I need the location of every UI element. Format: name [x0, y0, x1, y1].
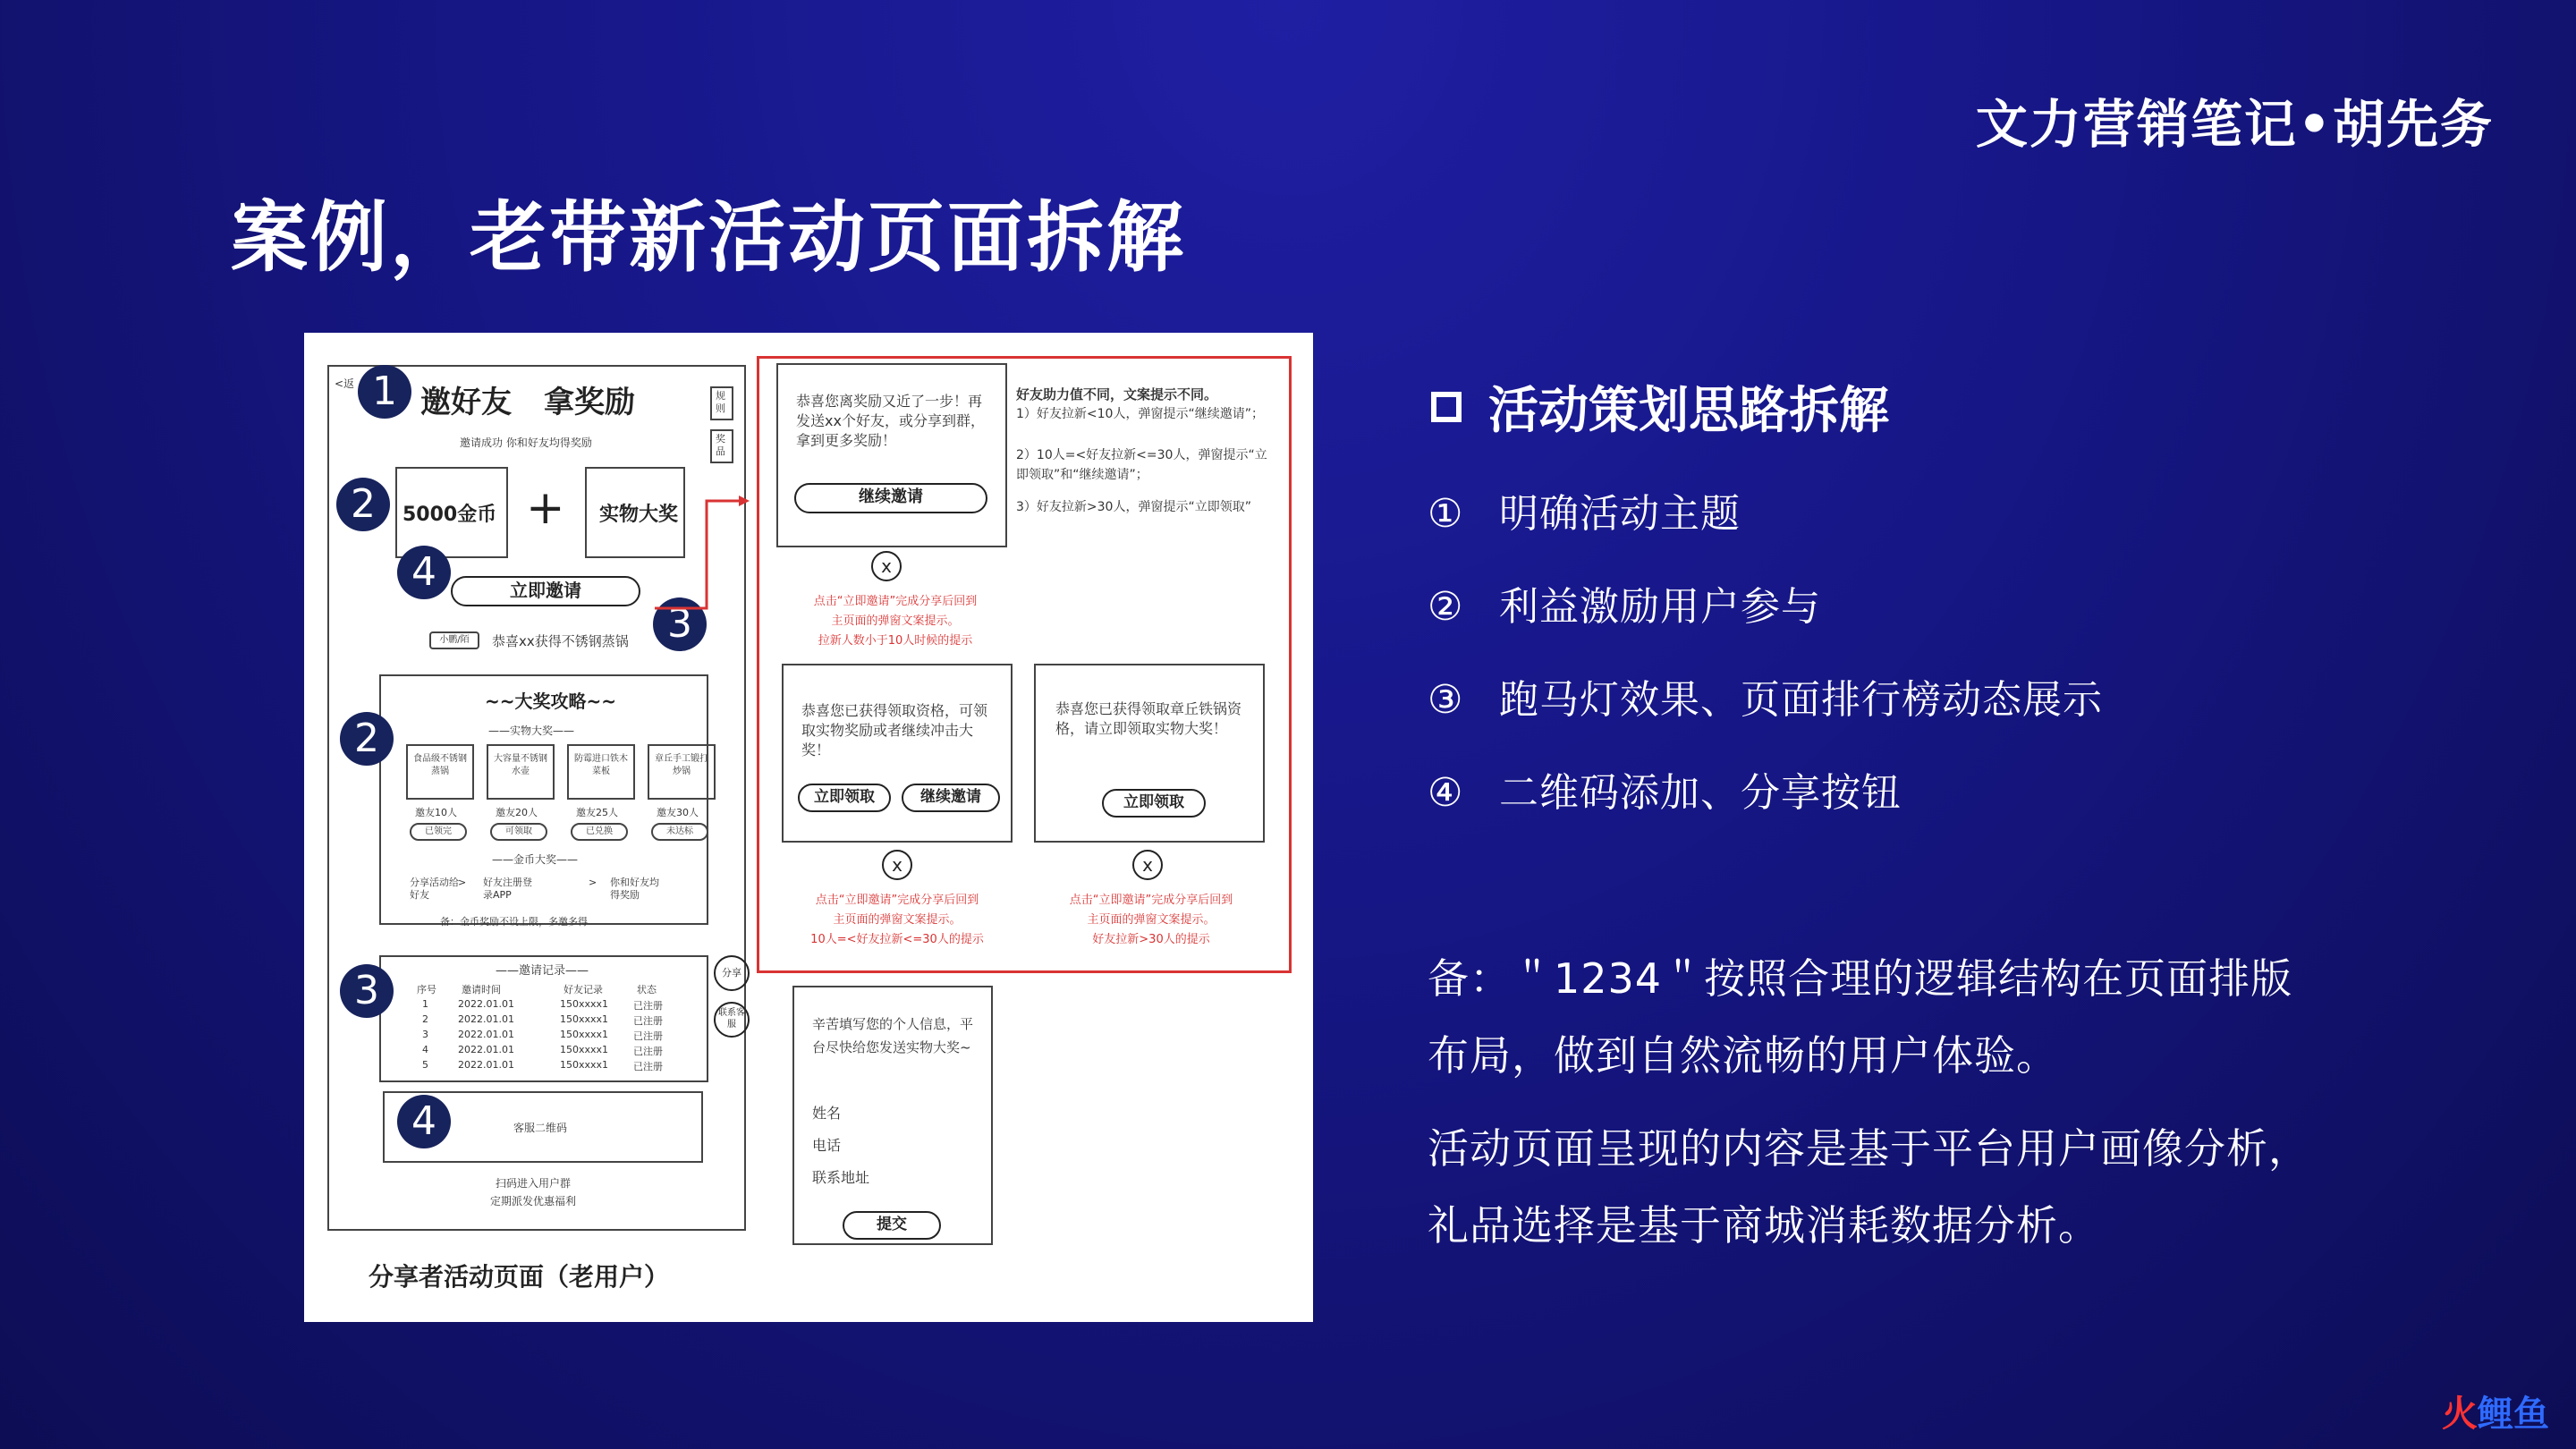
back-link: <返	[335, 377, 355, 390]
records-cell: 150xxxx1	[560, 1059, 609, 1071]
prizes-tab: 奖品	[710, 429, 733, 463]
figure-caption: 分享者活动页面（老用户）	[369, 1262, 670, 1292]
prize-status-badge[interactable]: 未达标	[651, 823, 708, 841]
red-note-1: 点击“立即邀请”完成分享后回到 主页面的弹窗文案提示。 拉新人数小于10人时候的提示	[813, 595, 978, 648]
form-intro: 辛苦填写您的个人信息，平台尽快给您发送实物大奖~	[812, 1016, 974, 1055]
records-cell: 已注册	[633, 1000, 663, 1012]
records-cell: 已注册	[633, 1030, 663, 1042]
strategy-title: ~~大奖攻略~~	[485, 691, 617, 712]
records-header: 状态	[637, 984, 657, 996]
plus-sign: +	[526, 481, 565, 535]
page-title: 案例，老带新活动页面拆解	[231, 193, 1186, 283]
popup-1	[776, 363, 1007, 547]
square-bullet-icon	[1431, 392, 1462, 422]
records-cell: 2022.01.01	[458, 1059, 514, 1071]
rules-tab: 规则	[710, 386, 733, 420]
marquee-tag: 小鹏/陌	[429, 631, 479, 649]
reward-coin-label: 5000金币	[402, 504, 497, 526]
header-title: 邀好友 拿奖励	[420, 385, 635, 420]
prize-status-badge[interactable]: 可领取	[490, 823, 547, 841]
connector-arrow	[653, 494, 751, 619]
note-line-3: 活动页面呈现的内容是基于平台用户画像分析，	[1428, 1124, 2310, 1173]
records-header: 好友记录	[564, 984, 603, 996]
point-3: ③ 跑马灯效果、页面排行榜动态展示	[1428, 677, 2103, 723]
form-submit-button[interactable]: 提交	[843, 1211, 941, 1240]
marker-1: 1	[358, 365, 411, 419]
marker-4-bottom: 4	[397, 1095, 451, 1148]
form-field-phone[interactable]: 电话	[812, 1137, 842, 1154]
qr-note-2: 定期派发优惠福利	[490, 1195, 577, 1208]
red-note-2: 点击“立即邀请”完成分享后回到 主页面的弹窗文案提示。 10人=<好友拉新<=30人的提示	[810, 894, 984, 946]
note-line-4: 礼品选择是基于商城消耗数据分析。	[1428, 1201, 2100, 1250]
marker-4-top: 4	[397, 546, 451, 599]
prize-card: 防霉进口铁木菜板	[567, 744, 635, 800]
form-field-address[interactable]: 联系地址	[812, 1169, 870, 1186]
physical-title: ——实物大奖——	[488, 724, 575, 737]
service-button[interactable]: 联系客服	[714, 1002, 750, 1038]
prize-condition: 邀友25人	[576, 807, 618, 818]
brand-title: 文力营销笔记•胡先务	[1975, 94, 2494, 155]
popup-2-continue-button[interactable]: 继续邀请	[902, 784, 1000, 812]
prize-status-badge[interactable]: 已兑换	[571, 823, 628, 841]
records-cell: 已注册	[633, 1061, 663, 1072]
records-cell: 2	[422, 1013, 428, 1025]
share-button[interactable]: 分享	[714, 955, 750, 991]
note-line-1: 备：＂1234＂按照合理的逻辑结构在页面排版	[1428, 954, 2293, 1003]
records-cell: 3	[422, 1029, 428, 1040]
popup-1-button[interactable]: 继续邀请	[794, 483, 987, 513]
records-cell: 150xxxx1	[560, 1044, 609, 1055]
records-cell: 已注册	[633, 1046, 663, 1057]
popup-3-text: 恭喜您已获得领取章丘铁锅资格，请立即领取实物大奖！	[1055, 700, 1242, 737]
coin-note: 备：金币奖励不设上限，多邀多得	[440, 916, 588, 928]
popup-2-close-icon[interactable]: x	[882, 850, 912, 880]
invite-button[interactable]: 立即邀请	[451, 576, 640, 606]
coin-step: 分享活动给好友	[410, 877, 459, 901]
prize-condition: 邀友30人	[657, 807, 699, 818]
coin-title: ——金币大奖——	[492, 853, 579, 866]
records-cell: 2022.01.01	[458, 1044, 514, 1055]
records-cell: 150xxxx1	[560, 998, 609, 1010]
records-cell: 2022.01.01	[458, 998, 514, 1010]
watermark-logo: 火鲤鱼	[2442, 1394, 2549, 1435]
prize-card: 章丘手工锻打炒锅	[648, 744, 716, 800]
rules-item-3: 3）好友拉新>30人，弹窗提示“立即领取”	[1016, 500, 1251, 514]
prize-status-badge[interactable]: 已领完	[410, 823, 467, 841]
point-4: ④ 二维码添加、分享按钮	[1428, 770, 1902, 816]
popup-3-claim-button[interactable]: 立即领取	[1102, 789, 1206, 818]
records-cell: 5	[422, 1059, 428, 1071]
point-1: ① 明确活动主题	[1428, 491, 1741, 537]
records-header: 序号	[417, 984, 436, 996]
prize-card: 大容量不锈钢水壶	[487, 744, 555, 800]
records-cell: 150xxxx1	[560, 1029, 609, 1040]
wireframe-figure	[304, 333, 1313, 1322]
records-cell: 1	[422, 998, 428, 1010]
section-heading	[1431, 371, 1889, 443]
rules-item-1: 1）好友拉新<10人，弹窗提示“继续邀请”；	[1016, 407, 1264, 421]
coin-step: 你和好友均得奖励	[610, 877, 659, 901]
records-cell: 2022.01.01	[458, 1013, 514, 1025]
records-title: ——邀请记录——	[496, 964, 589, 978]
records-cell: 已注册	[633, 1015, 663, 1027]
header-subtitle: 邀请成功 你和好友均得奖励	[460, 436, 592, 449]
popup-2-claim-button[interactable]: 立即领取	[798, 784, 891, 812]
qr-note-1: 扫码进入用户群	[496, 1177, 572, 1190]
step-arrow: >	[458, 877, 467, 888]
qr-label: 客服二维码	[513, 1122, 568, 1134]
step-arrow: >	[589, 877, 597, 888]
marker-3-mid: 3	[340, 964, 394, 1018]
point-2: ② 利益激励用户参与	[1428, 584, 1821, 630]
form-field-name[interactable]: 姓名	[812, 1105, 842, 1122]
popup-1-close-icon[interactable]: x	[871, 551, 902, 581]
marker-3-top: 3	[653, 597, 707, 651]
popup-1-text: 恭喜您离奖励又近了一步！再发送xx个好友，或分享到群，拿到更多奖励！	[796, 393, 985, 449]
coin-step: 好友注册登录APP	[483, 877, 532, 901]
popup-3-close-icon[interactable]: x	[1132, 850, 1163, 880]
marker-2-top: 2	[336, 478, 390, 531]
popup-2-text: 恭喜您已获得领取资格，可领取实物奖励或者继续冲击大奖！	[801, 702, 988, 758]
prize-card: 食品级不锈钢蒸锅	[406, 744, 474, 800]
prize-condition: 邀友10人	[415, 807, 457, 818]
prize-condition: 邀友20人	[496, 807, 538, 818]
marquee-text: 恭喜xx获得不锈钢蒸锅	[492, 633, 629, 649]
rules-title: 好友助力值不同，文案提示不同。	[1016, 386, 1218, 402]
records-header: 邀请时间	[462, 984, 501, 996]
records-cell: 150xxxx1	[560, 1013, 609, 1025]
note-line-2: 布局，做到自然流畅的用户体验。	[1428, 1031, 2058, 1080]
marker-2-mid: 2	[340, 712, 394, 766]
records-cell: 4	[422, 1044, 428, 1055]
reward-item-label: 实物大奖	[599, 504, 679, 526]
rules-item-2: 2）10人=<好友拉新<=30人，弹窗提示“立即领取”和“继续邀请”；	[1016, 448, 1267, 482]
records-cell: 2022.01.01	[458, 1029, 514, 1040]
section-heading-text: 活动策划思路拆解	[1488, 382, 1889, 440]
red-note-3: 点击“立即邀请”完成分享后回到 主页面的弹窗文案提示。 好友拉新>30人的提示	[1069, 894, 1233, 946]
